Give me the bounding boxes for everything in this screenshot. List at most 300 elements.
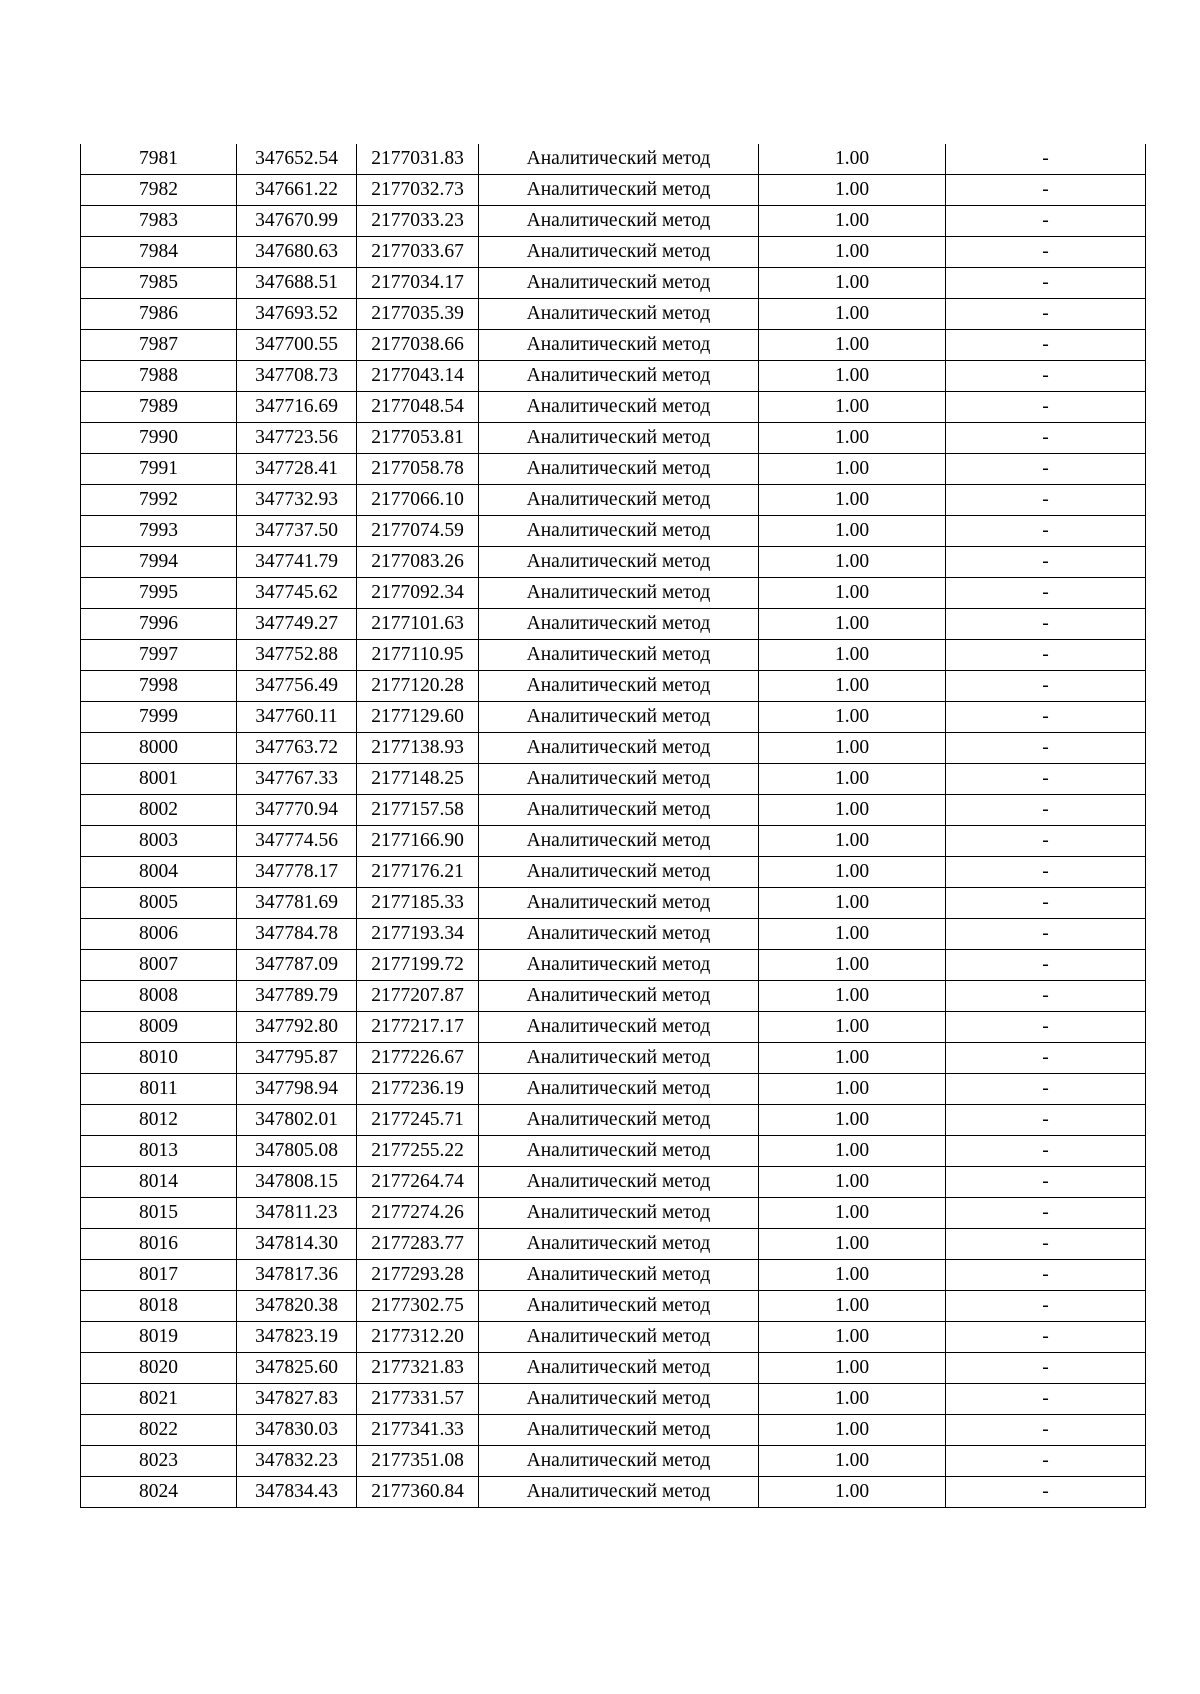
point-number-cell: 7998 — [81, 671, 237, 702]
x-coordinate-cell: 347693.52 — [237, 299, 357, 330]
point-number-cell: 8023 — [81, 1446, 237, 1477]
table-row — [81, 1446, 1146, 1477]
table-row — [81, 268, 1146, 299]
method-cell: Аналитический метод — [479, 454, 759, 485]
accuracy-cell: 1.00 — [759, 1384, 946, 1415]
x-coordinate-cell: 347827.83 — [237, 1384, 357, 1415]
point-number-cell: 7997 — [81, 640, 237, 671]
table-row — [81, 547, 1146, 578]
x-coordinate-cell: 347823.19 — [237, 1322, 357, 1353]
accuracy-cell: 1.00 — [759, 640, 946, 671]
method-cell: Аналитический метод — [479, 1167, 759, 1198]
point-number-cell: 8008 — [81, 981, 237, 1012]
x-coordinate-cell: 347688.51 — [237, 268, 357, 299]
table-row — [81, 1229, 1146, 1260]
y-coordinate-cell: 2177032.73 — [357, 175, 479, 206]
note-cell: - — [946, 268, 1146, 299]
y-coordinate-cell: 2177120.28 — [357, 671, 479, 702]
accuracy-cell: 1.00 — [759, 795, 946, 826]
x-coordinate-cell: 347737.50 — [237, 516, 357, 547]
method-cell: Аналитический метод — [479, 888, 759, 919]
table-row — [81, 299, 1146, 330]
method-cell: Аналитический метод — [479, 671, 759, 702]
y-coordinate-cell: 2177066.10 — [357, 485, 479, 516]
point-number-cell: 7995 — [81, 578, 237, 609]
point-number-cell: 8018 — [81, 1291, 237, 1322]
method-cell: Аналитический метод — [479, 1446, 759, 1477]
accuracy-cell: 1.00 — [759, 1074, 946, 1105]
point-number-cell: 8003 — [81, 826, 237, 857]
table-row — [81, 857, 1146, 888]
table-row — [81, 1477, 1146, 1508]
table-row — [81, 1322, 1146, 1353]
point-number-cell: 7989 — [81, 392, 237, 423]
y-coordinate-cell: 2177101.63 — [357, 609, 479, 640]
table-row — [81, 485, 1146, 516]
coordinates-table — [80, 144, 1146, 1508]
note-cell: - — [946, 1012, 1146, 1043]
accuracy-cell: 1.00 — [759, 299, 946, 330]
note-cell: - — [946, 919, 1146, 950]
point-number-cell: 7984 — [81, 237, 237, 268]
accuracy-cell: 1.00 — [759, 1322, 946, 1353]
x-coordinate-cell: 347798.94 — [237, 1074, 357, 1105]
note-cell: - — [946, 1198, 1146, 1229]
accuracy-cell: 1.00 — [759, 1198, 946, 1229]
point-number-cell: 8000 — [81, 733, 237, 764]
x-coordinate-cell: 347760.11 — [237, 702, 357, 733]
note-cell: - — [946, 1167, 1146, 1198]
y-coordinate-cell: 2177360.84 — [357, 1477, 479, 1508]
point-number-cell: 8011 — [81, 1074, 237, 1105]
table-row — [81, 361, 1146, 392]
point-number-cell: 7988 — [81, 361, 237, 392]
note-cell: - — [946, 733, 1146, 764]
method-cell: Аналитический метод — [479, 857, 759, 888]
x-coordinate-cell: 347825.60 — [237, 1353, 357, 1384]
accuracy-cell: 1.00 — [759, 454, 946, 485]
accuracy-cell: 1.00 — [759, 671, 946, 702]
y-coordinate-cell: 2177033.67 — [357, 237, 479, 268]
note-cell: - — [946, 1074, 1146, 1105]
y-coordinate-cell: 2177176.21 — [357, 857, 479, 888]
note-cell: - — [946, 826, 1146, 857]
method-cell: Аналитический метод — [479, 981, 759, 1012]
y-coordinate-cell: 2177053.81 — [357, 423, 479, 454]
x-coordinate-cell: 347752.88 — [237, 640, 357, 671]
accuracy-cell: 1.00 — [759, 423, 946, 454]
y-coordinate-cell: 2177245.71 — [357, 1105, 479, 1136]
accuracy-cell: 1.00 — [759, 764, 946, 795]
point-number-cell: 8009 — [81, 1012, 237, 1043]
x-coordinate-cell: 347741.79 — [237, 547, 357, 578]
note-cell: - — [946, 671, 1146, 702]
point-number-cell: 8001 — [81, 764, 237, 795]
method-cell: Аналитический метод — [479, 733, 759, 764]
accuracy-cell: 1.00 — [759, 1136, 946, 1167]
note-cell: - — [946, 423, 1146, 454]
x-coordinate-cell: 347728.41 — [237, 454, 357, 485]
table-row — [81, 1198, 1146, 1229]
x-coordinate-cell: 347774.56 — [237, 826, 357, 857]
note-cell: - — [946, 981, 1146, 1012]
y-coordinate-cell: 2177236.19 — [357, 1074, 479, 1105]
table-row — [81, 981, 1146, 1012]
point-number-cell: 8005 — [81, 888, 237, 919]
point-number-cell: 8006 — [81, 919, 237, 950]
method-cell: Аналитический метод — [479, 1415, 759, 1446]
method-cell: Аналитический метод — [479, 423, 759, 454]
table-row — [81, 330, 1146, 361]
accuracy-cell: 1.00 — [759, 1229, 946, 1260]
accuracy-cell: 1.00 — [759, 981, 946, 1012]
table-row — [81, 1384, 1146, 1415]
table-row — [81, 919, 1146, 950]
method-cell: Аналитический метод — [479, 1136, 759, 1167]
y-coordinate-cell: 2177074.59 — [357, 516, 479, 547]
method-cell: Аналитический метод — [479, 1322, 759, 1353]
accuracy-cell: 1.00 — [759, 1012, 946, 1043]
y-coordinate-cell: 2177274.26 — [357, 1198, 479, 1229]
table-row — [81, 1074, 1146, 1105]
y-coordinate-cell: 2177148.25 — [357, 764, 479, 795]
point-number-cell: 7981 — [81, 144, 237, 175]
table-row — [81, 764, 1146, 795]
point-number-cell: 7999 — [81, 702, 237, 733]
accuracy-cell: 1.00 — [759, 950, 946, 981]
y-coordinate-cell: 2177255.22 — [357, 1136, 479, 1167]
note-cell: - — [946, 1105, 1146, 1136]
accuracy-cell: 1.00 — [759, 516, 946, 547]
method-cell: Аналитический метод — [479, 640, 759, 671]
y-coordinate-cell: 2177199.72 — [357, 950, 479, 981]
point-number-cell: 7987 — [81, 330, 237, 361]
accuracy-cell: 1.00 — [759, 702, 946, 733]
method-cell: Аналитический метод — [479, 609, 759, 640]
accuracy-cell: 1.00 — [759, 578, 946, 609]
y-coordinate-cell: 2177157.58 — [357, 795, 479, 826]
x-coordinate-cell: 347792.80 — [237, 1012, 357, 1043]
note-cell: - — [946, 237, 1146, 268]
y-coordinate-cell: 2177083.26 — [357, 547, 479, 578]
method-cell: Аналитический метод — [479, 361, 759, 392]
x-coordinate-cell: 347802.01 — [237, 1105, 357, 1136]
y-coordinate-cell: 2177138.93 — [357, 733, 479, 764]
note-cell: - — [946, 1384, 1146, 1415]
table-row — [81, 1167, 1146, 1198]
method-cell: Аналитический метод — [479, 578, 759, 609]
table-row — [81, 733, 1146, 764]
point-number-cell: 7991 — [81, 454, 237, 485]
accuracy-cell: 1.00 — [759, 919, 946, 950]
point-number-cell: 8004 — [81, 857, 237, 888]
x-coordinate-cell: 347652.54 — [237, 144, 357, 175]
note-cell: - — [946, 950, 1146, 981]
note-cell: - — [946, 702, 1146, 733]
method-cell: Аналитический метод — [479, 144, 759, 175]
y-coordinate-cell: 2177193.34 — [357, 919, 479, 950]
method-cell: Аналитический метод — [479, 795, 759, 826]
accuracy-cell: 1.00 — [759, 1353, 946, 1384]
note-cell: - — [946, 454, 1146, 485]
point-number-cell: 8019 — [81, 1322, 237, 1353]
x-coordinate-cell: 347700.55 — [237, 330, 357, 361]
accuracy-cell: 1.00 — [759, 1167, 946, 1198]
method-cell: Аналитический метод — [479, 1353, 759, 1384]
x-coordinate-cell: 347745.62 — [237, 578, 357, 609]
point-number-cell: 7983 — [81, 206, 237, 237]
method-cell: Аналитический метод — [479, 516, 759, 547]
accuracy-cell: 1.00 — [759, 392, 946, 423]
note-cell: - — [946, 1353, 1146, 1384]
accuracy-cell: 1.00 — [759, 1446, 946, 1477]
table-body — [81, 144, 1146, 1508]
accuracy-cell: 1.00 — [759, 361, 946, 392]
note-cell: - — [946, 1291, 1146, 1322]
table-row — [81, 516, 1146, 547]
x-coordinate-cell: 347834.43 — [237, 1477, 357, 1508]
table-row — [81, 578, 1146, 609]
x-coordinate-cell: 347661.22 — [237, 175, 357, 206]
y-coordinate-cell: 2177331.57 — [357, 1384, 479, 1415]
point-number-cell: 8014 — [81, 1167, 237, 1198]
note-cell: - — [946, 175, 1146, 206]
x-coordinate-cell: 347708.73 — [237, 361, 357, 392]
note-cell: - — [946, 640, 1146, 671]
x-coordinate-cell: 347830.03 — [237, 1415, 357, 1446]
note-cell: - — [946, 1136, 1146, 1167]
y-coordinate-cell: 2177351.08 — [357, 1446, 479, 1477]
point-number-cell: 8016 — [81, 1229, 237, 1260]
x-coordinate-cell: 347820.38 — [237, 1291, 357, 1322]
method-cell: Аналитический метод — [479, 826, 759, 857]
note-cell: - — [946, 764, 1146, 795]
note-cell: - — [946, 330, 1146, 361]
method-cell: Аналитический метод — [479, 1291, 759, 1322]
table-row — [81, 1260, 1146, 1291]
method-cell: Аналитический метод — [479, 268, 759, 299]
y-coordinate-cell: 2177034.17 — [357, 268, 479, 299]
table-row — [81, 1353, 1146, 1384]
method-cell: Аналитический метод — [479, 330, 759, 361]
point-number-cell: 7992 — [81, 485, 237, 516]
method-cell: Аналитический метод — [479, 919, 759, 950]
note-cell: - — [946, 1229, 1146, 1260]
point-number-cell: 8015 — [81, 1198, 237, 1229]
x-coordinate-cell: 347817.36 — [237, 1260, 357, 1291]
note-cell: - — [946, 1260, 1146, 1291]
y-coordinate-cell: 2177048.54 — [357, 392, 479, 423]
x-coordinate-cell: 347723.56 — [237, 423, 357, 454]
x-coordinate-cell: 347770.94 — [237, 795, 357, 826]
method-cell: Аналитический метод — [479, 1477, 759, 1508]
accuracy-cell: 1.00 — [759, 206, 946, 237]
table-row — [81, 826, 1146, 857]
y-coordinate-cell: 2177058.78 — [357, 454, 479, 485]
point-number-cell: 7996 — [81, 609, 237, 640]
x-coordinate-cell: 347808.15 — [237, 1167, 357, 1198]
method-cell: Аналитический метод — [479, 1384, 759, 1415]
accuracy-cell: 1.00 — [759, 237, 946, 268]
accuracy-cell: 1.00 — [759, 175, 946, 206]
note-cell: - — [946, 578, 1146, 609]
table-row — [81, 950, 1146, 981]
x-coordinate-cell: 347756.49 — [237, 671, 357, 702]
y-coordinate-cell: 2177043.14 — [357, 361, 479, 392]
method-cell: Аналитический метод — [479, 1105, 759, 1136]
y-coordinate-cell: 2177341.33 — [357, 1415, 479, 1446]
point-number-cell: 7985 — [81, 268, 237, 299]
note-cell: - — [946, 516, 1146, 547]
x-coordinate-cell: 347832.23 — [237, 1446, 357, 1477]
note-cell: - — [946, 1446, 1146, 1477]
x-coordinate-cell: 347732.93 — [237, 485, 357, 516]
method-cell: Аналитический метод — [479, 175, 759, 206]
x-coordinate-cell: 347781.69 — [237, 888, 357, 919]
table-row — [81, 1291, 1146, 1322]
table-row — [81, 423, 1146, 454]
y-coordinate-cell: 2177092.34 — [357, 578, 479, 609]
x-coordinate-cell: 347778.17 — [237, 857, 357, 888]
note-cell: - — [946, 1477, 1146, 1508]
table-row — [81, 640, 1146, 671]
y-coordinate-cell: 2177226.67 — [357, 1043, 479, 1074]
method-cell: Аналитический метод — [479, 392, 759, 423]
y-coordinate-cell: 2177302.75 — [357, 1291, 479, 1322]
note-cell: - — [946, 206, 1146, 237]
accuracy-cell: 1.00 — [759, 1260, 946, 1291]
y-coordinate-cell: 2177321.83 — [357, 1353, 479, 1384]
table-row — [81, 609, 1146, 640]
point-number-cell: 8010 — [81, 1043, 237, 1074]
method-cell: Аналитический метод — [479, 206, 759, 237]
x-coordinate-cell: 347749.27 — [237, 609, 357, 640]
point-number-cell: 7986 — [81, 299, 237, 330]
point-number-cell: 7993 — [81, 516, 237, 547]
x-coordinate-cell: 347811.23 — [237, 1198, 357, 1229]
point-number-cell: 8007 — [81, 950, 237, 981]
point-number-cell: 7982 — [81, 175, 237, 206]
method-cell: Аналитический метод — [479, 764, 759, 795]
accuracy-cell: 1.00 — [759, 1415, 946, 1446]
method-cell: Аналитический метод — [479, 485, 759, 516]
method-cell: Аналитический метод — [479, 950, 759, 981]
y-coordinate-cell: 2177283.77 — [357, 1229, 479, 1260]
accuracy-cell: 1.00 — [759, 1105, 946, 1136]
accuracy-cell: 1.00 — [759, 888, 946, 919]
accuracy-cell: 1.00 — [759, 144, 946, 175]
method-cell: Аналитический метод — [479, 1198, 759, 1229]
note-cell: - — [946, 547, 1146, 578]
table-row — [81, 671, 1146, 702]
x-coordinate-cell: 347680.63 — [237, 237, 357, 268]
note-cell: - — [946, 1415, 1146, 1446]
y-coordinate-cell: 2177293.28 — [357, 1260, 479, 1291]
point-number-cell: 8020 — [81, 1353, 237, 1384]
method-cell: Аналитический метод — [479, 1229, 759, 1260]
y-coordinate-cell: 2177035.39 — [357, 299, 479, 330]
table-row — [81, 1136, 1146, 1167]
y-coordinate-cell: 2177110.95 — [357, 640, 479, 671]
point-number-cell: 8017 — [81, 1260, 237, 1291]
table-row — [81, 175, 1146, 206]
table-row — [81, 702, 1146, 733]
point-number-cell: 8024 — [81, 1477, 237, 1508]
accuracy-cell: 1.00 — [759, 268, 946, 299]
method-cell: Аналитический метод — [479, 702, 759, 733]
x-coordinate-cell: 347795.87 — [237, 1043, 357, 1074]
y-coordinate-cell: 2177312.20 — [357, 1322, 479, 1353]
y-coordinate-cell: 2177185.33 — [357, 888, 479, 919]
y-coordinate-cell: 2177033.23 — [357, 206, 479, 237]
table-row — [81, 392, 1146, 423]
note-cell: - — [946, 299, 1146, 330]
point-number-cell: 8013 — [81, 1136, 237, 1167]
x-coordinate-cell: 347763.72 — [237, 733, 357, 764]
point-number-cell: 7994 — [81, 547, 237, 578]
y-coordinate-cell: 2177217.17 — [357, 1012, 479, 1043]
table-row — [81, 1415, 1146, 1446]
note-cell: - — [946, 144, 1146, 175]
note-cell: - — [946, 609, 1146, 640]
y-coordinate-cell: 2177031.83 — [357, 144, 479, 175]
point-number-cell: 8012 — [81, 1105, 237, 1136]
accuracy-cell: 1.00 — [759, 1043, 946, 1074]
method-cell: Аналитический метод — [479, 1074, 759, 1105]
y-coordinate-cell: 2177264.74 — [357, 1167, 479, 1198]
method-cell: Аналитический метод — [479, 1012, 759, 1043]
point-number-cell: 7990 — [81, 423, 237, 454]
accuracy-cell: 1.00 — [759, 733, 946, 764]
note-cell: - — [946, 795, 1146, 826]
x-coordinate-cell: 347805.08 — [237, 1136, 357, 1167]
x-coordinate-cell: 347789.79 — [237, 981, 357, 1012]
table-row — [81, 1043, 1146, 1074]
table-row — [81, 237, 1146, 268]
method-cell: Аналитический метод — [479, 237, 759, 268]
x-coordinate-cell: 347670.99 — [237, 206, 357, 237]
note-cell: - — [946, 361, 1146, 392]
y-coordinate-cell: 2177129.60 — [357, 702, 479, 733]
table-row — [81, 206, 1146, 237]
method-cell: Аналитический метод — [479, 1043, 759, 1074]
x-coordinate-cell: 347814.30 — [237, 1229, 357, 1260]
accuracy-cell: 1.00 — [759, 330, 946, 361]
note-cell: - — [946, 392, 1146, 423]
note-cell: - — [946, 485, 1146, 516]
x-coordinate-cell: 347787.09 — [237, 950, 357, 981]
accuracy-cell: 1.00 — [759, 857, 946, 888]
method-cell: Аналитический метод — [479, 547, 759, 578]
table-row — [81, 795, 1146, 826]
table-row — [81, 1105, 1146, 1136]
accuracy-cell: 1.00 — [759, 1291, 946, 1322]
table-row — [81, 454, 1146, 485]
y-coordinate-cell: 2177166.90 — [357, 826, 479, 857]
accuracy-cell: 1.00 — [759, 1477, 946, 1508]
table-row — [81, 144, 1146, 175]
y-coordinate-cell: 2177207.87 — [357, 981, 479, 1012]
accuracy-cell: 1.00 — [759, 826, 946, 857]
note-cell: - — [946, 857, 1146, 888]
accuracy-cell: 1.00 — [759, 485, 946, 516]
accuracy-cell: 1.00 — [759, 609, 946, 640]
point-number-cell: 8021 — [81, 1384, 237, 1415]
table-row — [81, 888, 1146, 919]
table-row — [81, 1012, 1146, 1043]
method-cell: Аналитический метод — [479, 299, 759, 330]
note-cell: - — [946, 1043, 1146, 1074]
